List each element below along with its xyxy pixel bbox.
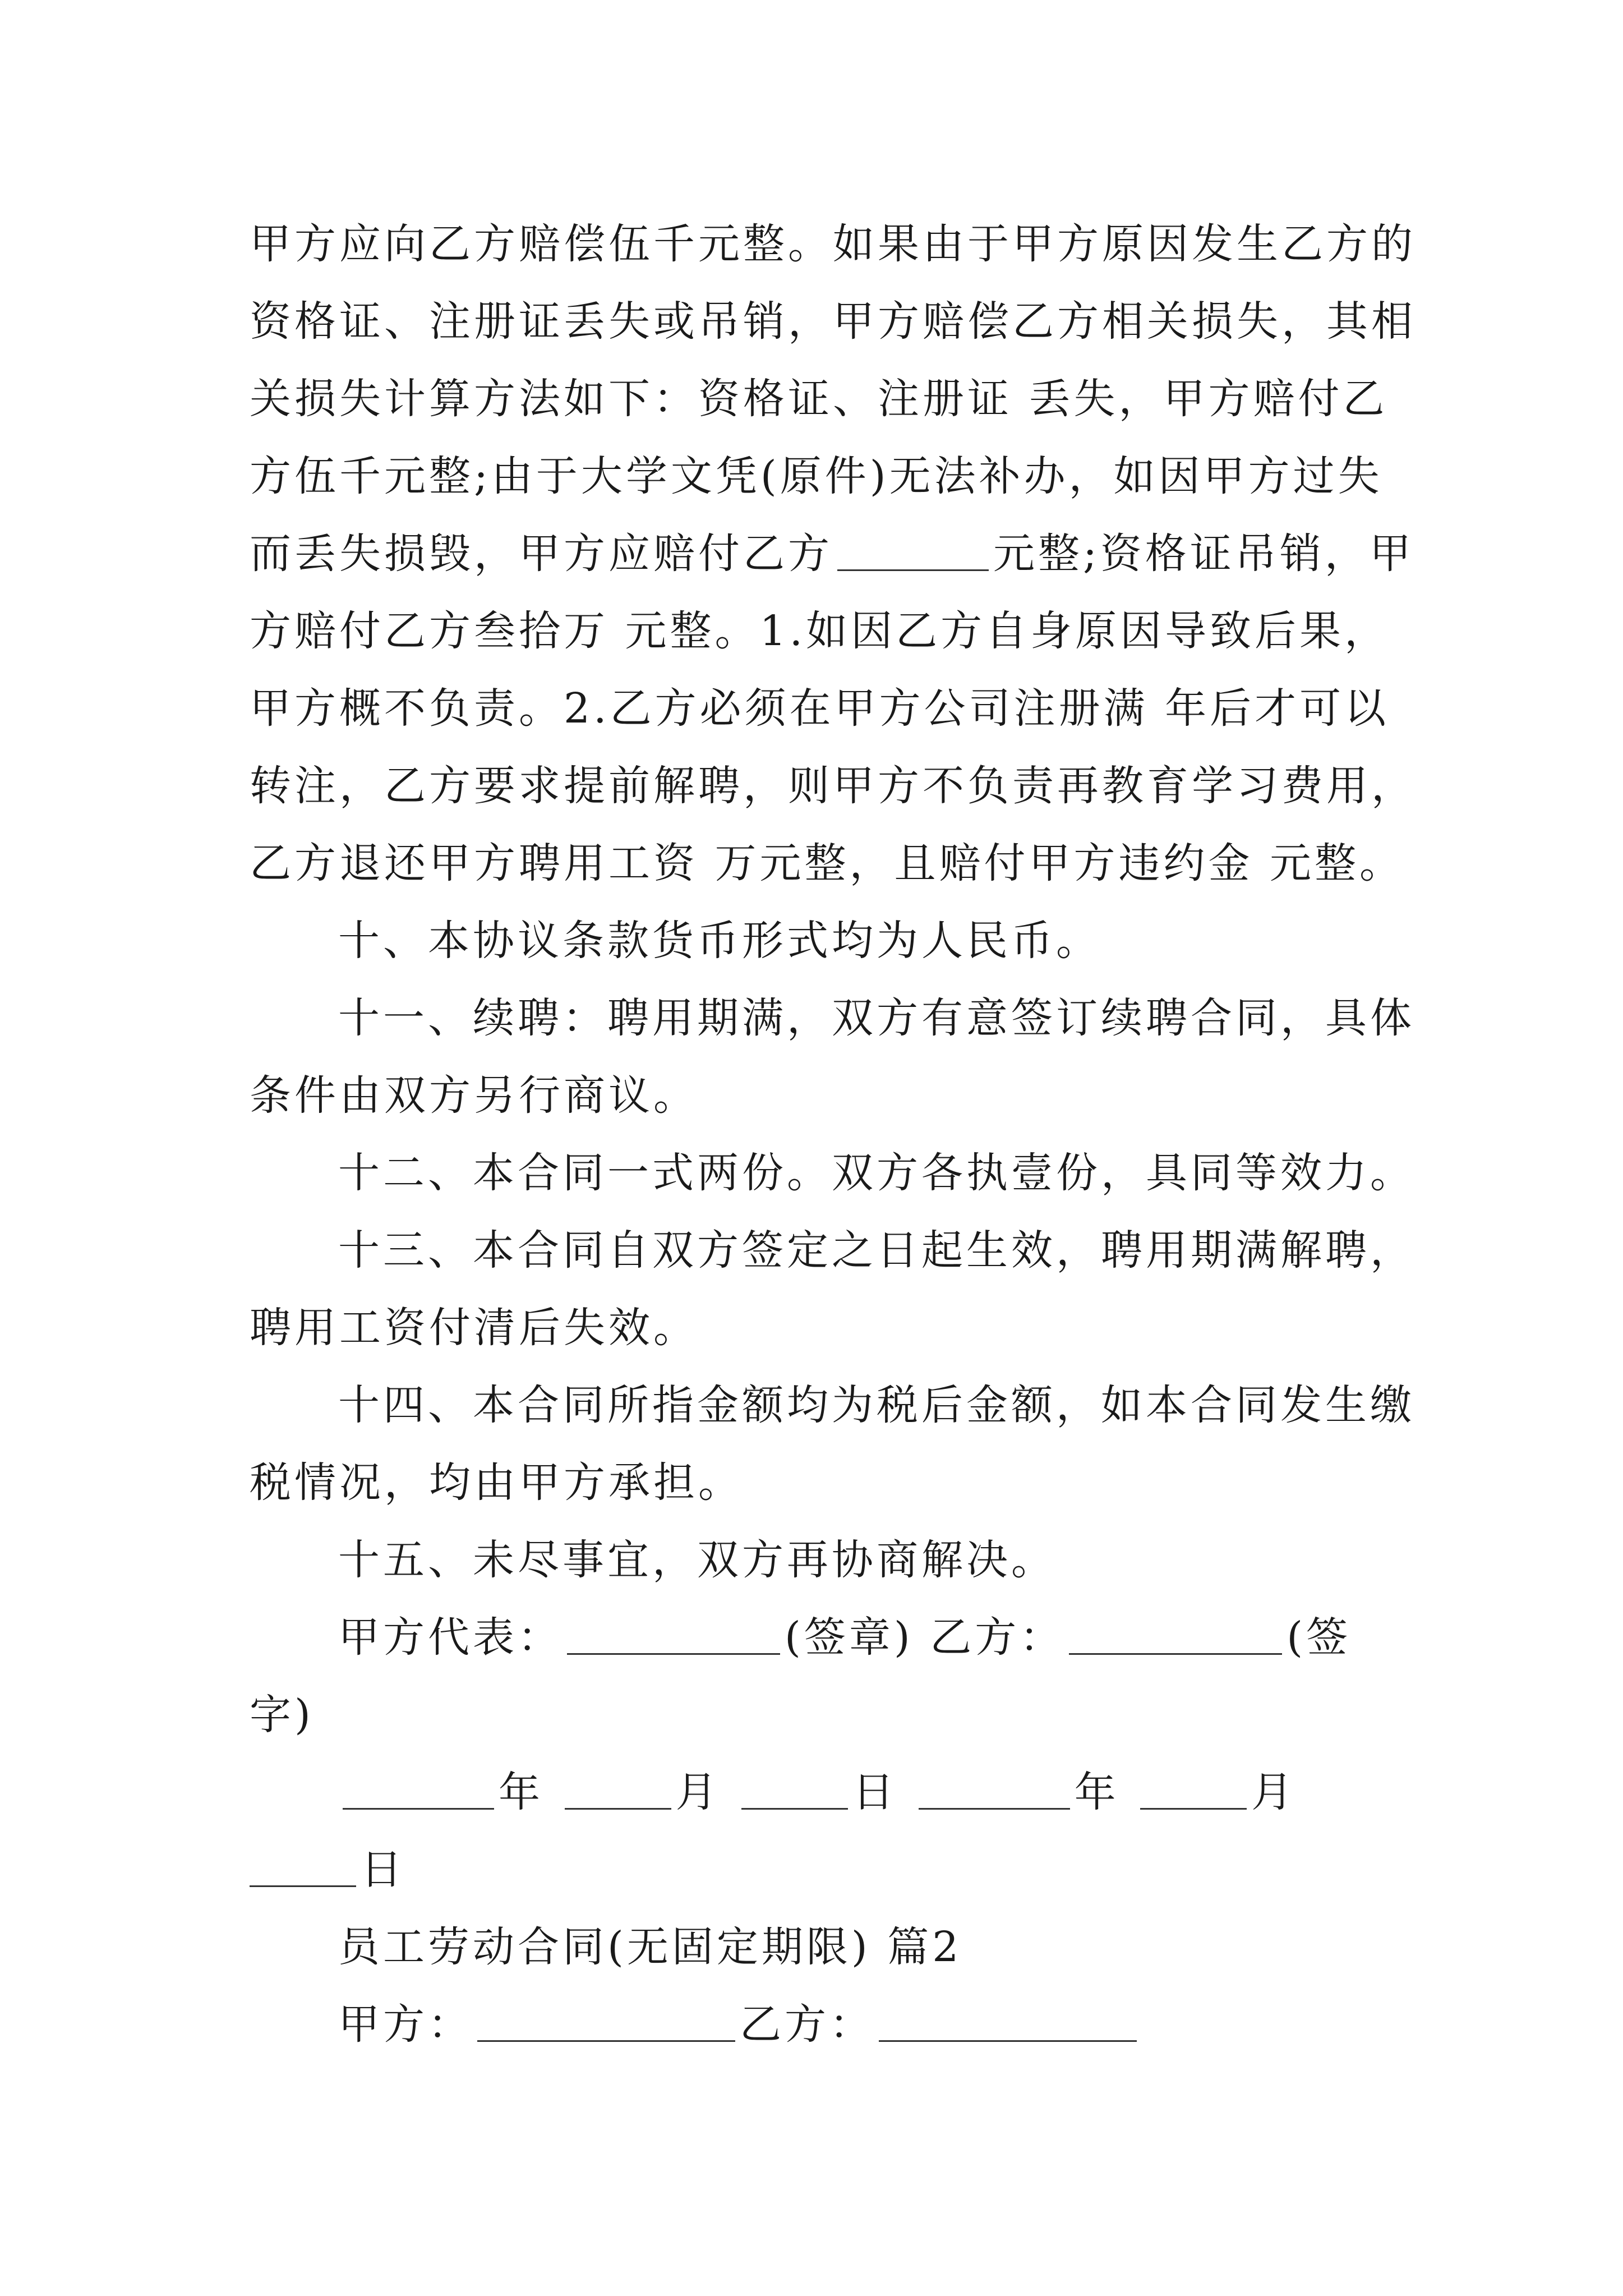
next-party-b-label: 乙方：: [740, 2000, 874, 2049]
day-blank: [741, 1768, 848, 1810]
next-party-b-blank: [879, 2000, 1137, 2042]
text-line: 甲方概不负责。2.乙方必须在甲方公司注册满 年后才可以: [250, 684, 1390, 733]
text-line: 资格证、注册证丢失或吊销，甲方赔偿乙方相关损失，其相: [250, 297, 1416, 346]
clause-12: 十二、本合同一式两份。双方各执壹份，具同等效力。: [338, 1149, 1415, 1197]
text-line: 关损失计算方法如下：资格证、注册证 丢失，甲方赔付乙: [250, 375, 1388, 423]
day-blank: [250, 1845, 356, 1887]
date-line: [250, 1754, 1394, 1831]
seal-label: (签章): [785, 1613, 914, 1662]
document-body: [250, 205, 1416, 2063]
text-fragment: 元整;资格证吊销，甲: [993, 530, 1414, 578]
date-line-2: [250, 1831, 1394, 1908]
party-b-label: 乙方：: [930, 1613, 1065, 1662]
text-line: 方赔付乙方叁拾万 元整。1.如因乙方自身原因导致后果，: [250, 607, 1390, 655]
sign-label-close: 字): [250, 1691, 314, 1739]
clause-15: 十五、未尽事宜，双方再协商解决。: [338, 1536, 1056, 1584]
day-label: 日: [361, 1846, 405, 1894]
year-label: 年: [499, 1768, 543, 1816]
text-line: 方伍千元整;由于大学文凭(原件)无法补办，如因甲方过失: [250, 452, 1383, 500]
month-label: 月: [1251, 1768, 1297, 1816]
month-label: 月: [675, 1768, 721, 1816]
clause-14-line-1: 十四、本合同所指金额均为税后金额，如本合同发生缴: [338, 1381, 1415, 1429]
month-blank: [565, 1768, 671, 1810]
signature-line-2: [250, 1676, 1394, 1754]
clause-13-line-1: 十三、本合同自双方签定之日起生效，聘用期满解聘，: [338, 1226, 1415, 1274]
next-contract-parties: [250, 1986, 1394, 2063]
next-contract-title: 员工劳动合同(无固定期限) 篇2: [338, 1923, 962, 1971]
clause-11-line-1: 十一、续聘：聘用期满，双方有意签订续聘合同，具体: [338, 994, 1415, 1042]
party-a-blank: [567, 1613, 780, 1655]
month-blank: [1140, 1768, 1247, 1810]
signature-line: [250, 1599, 1394, 1676]
clause-10: 十、本协议条款货币形式均为人民币。: [338, 917, 1101, 965]
blank-field: [837, 529, 989, 571]
sign-label-open: (签: [1287, 1613, 1352, 1662]
next-party-a-blank: [477, 2000, 735, 2042]
year-label: 年: [1074, 1768, 1119, 1816]
clause-11-line-2: 条件由双方另行商议。: [250, 1071, 698, 1120]
day-label: 日: [852, 1768, 898, 1816]
next-party-a-label: 甲方：: [338, 2000, 473, 2049]
text-line: 乙方退还甲方聘用工资 万元整，且赔付甲方违约金 元整。: [250, 839, 1405, 887]
party-b-blank: [1069, 1613, 1282, 1655]
clause-14-line-2: 税情况，均由甲方承担。: [250, 1458, 743, 1507]
year-blank: [343, 1768, 494, 1810]
party-a-label: 甲方代表：: [338, 1613, 562, 1662]
text-fragment: 而丢失损毁，甲方应赔付乙方: [250, 530, 833, 578]
text-line: 转注，乙方要求提前解聘，则甲方不负责再教育学习费用，: [250, 762, 1416, 810]
year-blank: [919, 1768, 1070, 1810]
text-line: [250, 515, 1414, 592]
clause-13-line-2: 聘用工资付清后失效。: [250, 1304, 698, 1352]
text-line: 甲方应向乙方赔偿伍千元整。如果由于甲方原因发生乙方的: [250, 220, 1416, 268]
